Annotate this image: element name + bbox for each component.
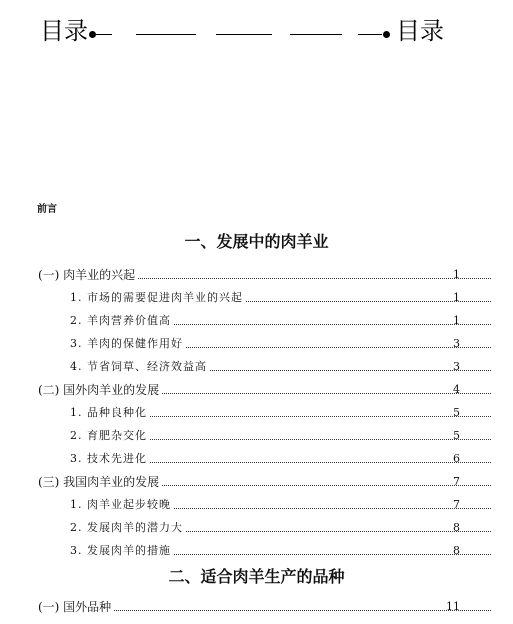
header-title-right: 目录 (396, 17, 444, 45)
toc-entry[interactable] (0, 358, 513, 376)
toc-page: 5 (453, 406, 460, 419)
toc-label: (二) 国外肉羊业的发展 (38, 383, 160, 397)
toc-entry[interactable] (0, 381, 513, 399)
toc-label: 3. 羊肉的保健作用好 (70, 335, 185, 353)
toc-label: 1. 市场的需要促进肉羊业的兴起 (70, 289, 245, 307)
toc-label: 1. 品种良种化 (70, 404, 149, 422)
toc-page: 7 (453, 475, 460, 488)
toc-label: 3. 发展肉羊的措施 (70, 542, 173, 560)
toc-label: 2. 育肥杂交化 (70, 427, 149, 445)
toc-page: 3 (453, 337, 460, 350)
toc-label: 2. 羊肉营养价值高 (70, 312, 173, 330)
toc-entry[interactable] (0, 404, 513, 422)
toc-entry[interactable] (0, 496, 513, 514)
toc-page: 8 (453, 544, 460, 557)
toc-page: 5 (453, 429, 460, 442)
toc-page: 7 (453, 498, 460, 511)
header-rule (290, 34, 342, 35)
chapter-2-title[interactable]: 二、适合肉羊生产的品种 (168, 567, 345, 586)
toc-entry[interactable] (0, 427, 513, 445)
toc-entry[interactable] (0, 450, 513, 468)
toc-label: (一) 国外品种 (38, 600, 112, 614)
toc-entry[interactable] (0, 312, 513, 330)
header-rule (136, 34, 196, 35)
toc-entry[interactable] (0, 473, 513, 491)
preface-link[interactable]: 前言 (37, 204, 57, 215)
toc-page: 1 (453, 268, 460, 281)
toc-page: 11 (446, 600, 460, 613)
header-rule (358, 34, 382, 35)
toc-label: 1. 肉羊业起步较晚 (70, 496, 173, 514)
toc-entry[interactable] (0, 542, 513, 560)
toc-entry[interactable] (0, 519, 513, 537)
toc-label: 2. 发展肉羊的潜力大 (70, 519, 185, 537)
toc-entry[interactable] (0, 335, 513, 353)
header-rule (216, 34, 272, 35)
chapter-1-title[interactable]: 一、发展中的肉羊业 (184, 232, 329, 251)
header-dot-right (383, 31, 390, 38)
toc-page: 1 (453, 314, 460, 327)
toc-page: 3 (453, 360, 460, 373)
toc-page: 8 (453, 521, 460, 534)
toc-label: (三) 我国肉羊业的发展 (38, 475, 160, 489)
header-dot-left (89, 31, 96, 38)
toc-label: 3. 技术先进化 (70, 450, 149, 468)
toc-entry[interactable] (0, 266, 513, 284)
toc-page: 1 (453, 291, 460, 304)
page-header (0, 0, 513, 60)
toc-entry[interactable] (0, 598, 513, 616)
toc-label: 4. 节省饲草、经济效益高 (70, 358, 209, 376)
header-title-left: 目录 (40, 17, 88, 45)
header-rule (96, 34, 112, 35)
toc-label: (一) 肉羊业的兴起 (38, 268, 136, 282)
toc-page: 6 (453, 452, 460, 465)
toc-entry[interactable] (0, 289, 513, 307)
toc-page: 4 (453, 383, 460, 396)
